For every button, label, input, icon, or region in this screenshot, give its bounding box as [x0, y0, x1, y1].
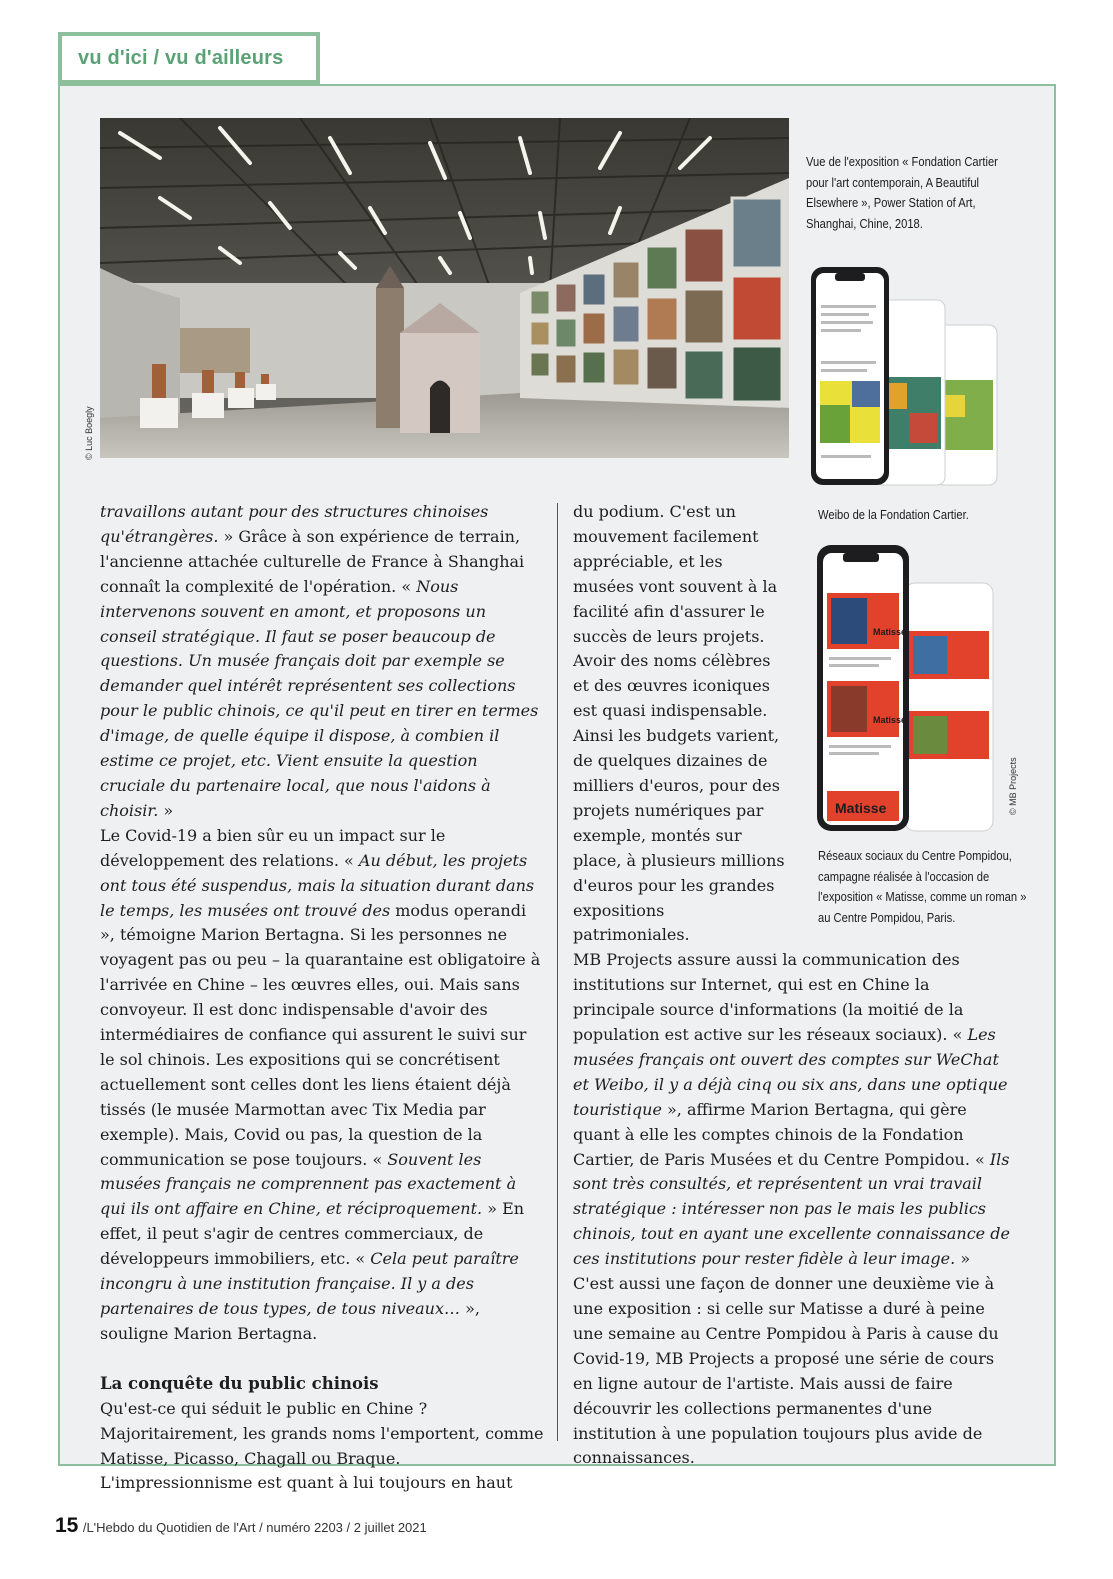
subhead: La conquête du public chinois — [100, 1373, 379, 1393]
col2-paragraph-2 — [573, 948, 1013, 1471]
col1-p2-quote-2: Souvent les musées français ne comprennent pas exactement à qui ils ont affaire en Chine, et réciproquement. — [100, 1149, 517, 1219]
exhibition-photo-illustration — [100, 118, 789, 458]
col1-p2-text-4: », souligne Marion Bertagna. — [100, 1299, 480, 1343]
caption-exhibition: Vue de l'exposition « Fondation Cartier pour l'art contemporain, A Beautiful Elsewhere », Power Station of Art, Shanghai, Chine, 2018. — [806, 154, 998, 231]
page-footer — [55, 1514, 427, 1538]
col1-p1-quote-1: travaillons autant pour des structures chinoises qu'étrangères. — [100, 502, 489, 546]
col2-p2-text-2: », affirme Marion Bertagna, qui gère quant à elle les comptes chinois de la Fondation Cartier, de Paris Musées et du Centre Pompidou. « — [573, 1099, 990, 1169]
col1-p1-text-2: » — [158, 800, 174, 820]
col1-paragraph-3: Qu'est-ce qui séduit le public en Chine ? Majoritairement, les grands noms l'emportent, comme Matisse, Picasso, Chagall ou Braque. L'impressionnisme est quant à lui toujours en haut — [100, 1398, 544, 1493]
caption-pompidou: Réseaux sociaux du Centre Pompidou, campagne réalisée à l'occasion de l'exposition « Matisse, comme un roman » au Centre Pompidou, Paris. — [818, 848, 1027, 925]
page-number: 15 — [55, 1514, 79, 1537]
col1-paragraph-2 — [100, 824, 546, 1347]
col1-p2-text-3: » En effet, il peut s'agir de centres commerciaux, de développeurs immobiliers, etc. « — [100, 1199, 525, 1269]
weibo-phones-image — [797, 265, 1012, 490]
col1-p2-quote-1: Au début, les projets ont tous été suspendus, mais la situation durant dans le temps, les musées ont trouvé des — [100, 850, 535, 920]
phone-matisse-label-3: Matisse — [835, 800, 887, 816]
article-column-1 — [100, 500, 546, 1496]
col1-p1-quote-2: Nous intervenons souvent en amont, et proposons un conseil stratégique. Il faut se poser beaucoup de questions. Un musée français doit par exemple se demander quel intérêt représentent ses collections pour le public chinois, ce qu'il peut en tirer en termes d'image, de quelle équipe il dispose, à combien il estime ce projet, etc. Vient ensuite la question cruciale du partenaire local, que nous l'aidons à choisir. — [100, 576, 539, 820]
article-column-2 — [573, 500, 1013, 1471]
col1-p2-quote-3: Cela peut paraître incongru à une institution française. Il y a des partenaires de tous types, de tous niveaux… — [100, 1249, 519, 1318]
footer-separator: / — [82, 1520, 87, 1535]
col1-p1-text-1: » Grâce à son expérience de terrain, l'ancienne attachée culturelle de France à Shanghai connaît la complexité de l'opération. « — [100, 526, 525, 596]
mb-projects-credit: © MB Projects — [1008, 757, 1018, 815]
col2-p2-text-1: MB Projects assure aussi la communication des institutions sur Internet, qui est en Chine la principale source d'informations (la moitié de la population est active sur les réseaux sociaux). « — [573, 950, 968, 1045]
col1-p2-text-2: modus operandi », témoigne Marion Bertagna. Si les personnes ne voyagent pas ou peu – la quarantaine est obligatoire à l'arrivée en Chine – les œuvres elles, oui. Mais sans convoyeur. Il est donc indispensable d'avoir des intermédiaires de confiance qui assurent le suivi sur le sol chinois. Les expositions qui se concrétisent actuellement sont celles dont les liens étaient déjà tissés (le musée Marmottan avec Tix Media par exemple). Mais, Covid ou pas, la question de la communication se pose toujours. « — [100, 900, 541, 1169]
col2-p2-quote-2: Ils sont très consultés, et représentent un vrai travail stratégique : intéresser non pas le mais les publics chinois, tout en ayant une excellente connaissance de ces institutions pour rester fidèle à leur image. — [573, 1149, 1010, 1269]
phone-matisse-label-1: Matisse — [873, 627, 907, 637]
col1-p2-text-1: Le Covid-19 a bien sûr eu un impact sur le développement des relations. « — [100, 825, 446, 870]
exhibition-photo — [100, 118, 789, 458]
footer-publication: L'Hebdo du Quotidien de l'Art / numéro 2203 / 2 juillet 2021 — [86, 1520, 427, 1535]
photo-credit: © Luc Boegly — [84, 406, 94, 460]
col2-paragraph-1: du podium. C'est un mouvement facilement appréciable, et les musées vont souvent à la facilité afin d'assurer le succès de leurs projets. Avoir des noms célèbres et des œuvres iconiques est quasi indispensable. Ainsi les budgets varient, de quelques dizaines de milliers d'euros, pour des projets numériques par exemple, montés sur place, à plusieurs millions d'euros pour les grandes expositions patrimoniales. — [573, 502, 785, 945]
caption-weibo: Weibo de la Fondation Cartier. — [818, 507, 969, 522]
col2-p2-text-3: » C'est aussi une façon de donner une deuxième vie à une exposition : si celle sur Matisse a duré à peine une semaine au Centre Pompidou à Paris à cause du Covid-19, MB Projects a proposé une série de cours en ligne autour de l'artiste. Mais aussi de faire découvrir les collections permanentes d'une institution à une population toujours plus avide de connaissances. — [573, 1249, 999, 1468]
col2-p2-quote-1: Les musées français ont ouvert des comptes sur WeChat et Weibo, il y a déjà cinq ou six ans, dans une optique touristique — [573, 1025, 1008, 1119]
section-tag — [58, 32, 320, 84]
column-divider — [557, 503, 558, 1441]
weibo-phones-illustration — [797, 265, 1012, 490]
col1-paragraph-1 — [100, 500, 546, 824]
section-tag-label: vu d'ici / vu d'ailleurs — [78, 47, 284, 69]
phone-matisse-label-2: Matisse — [873, 715, 907, 725]
